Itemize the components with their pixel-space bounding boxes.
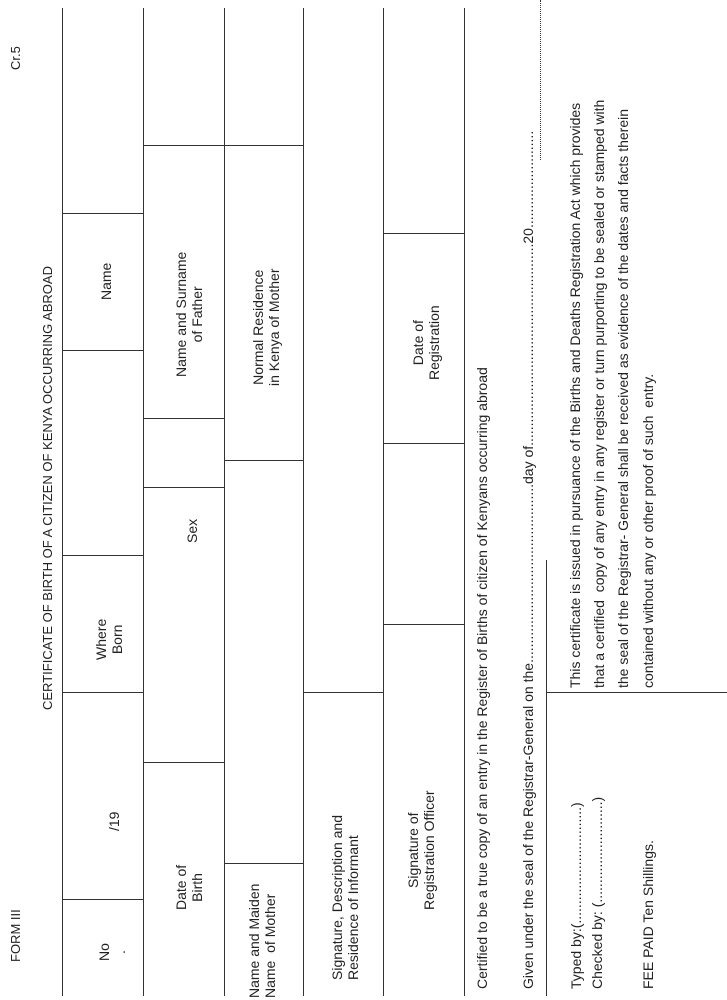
col-year-header: /19 bbox=[106, 811, 122, 831]
col-informant-header: Signature, Description and Residence of Informant bbox=[329, 815, 362, 980]
checked-by-field: Checked by: (..........................) bbox=[589, 796, 605, 989]
col-sex-header: Sex bbox=[184, 518, 200, 543]
col-where-born-header: Where Born bbox=[93, 618, 126, 660]
legal-text-line-3: the seal of the Registrar- General shall be received as evidence of the dates and facts therein bbox=[615, 108, 631, 688]
col-registration-date-header: Date of Registration bbox=[410, 305, 443, 380]
col-no-header: No . bbox=[96, 943, 129, 961]
col-mother-name-header: Name and Maiden Name of Mother bbox=[246, 883, 279, 998]
legal-text-line-2: that a certified copy of any entry in any register or turn purporting to be sealed or stamped with bbox=[591, 99, 607, 688]
col-name-header: Name bbox=[98, 262, 114, 300]
col-mother-residence-header: Normal Residence in Kenya of Mother bbox=[250, 268, 283, 386]
given-under-seal-line: Given under the seal of the Registrar-General on the..............................................day of....................................................20......................... bbox=[520, 130, 536, 989]
certificate-title: CERTIFICATE OF BIRTH OF A CITIZEN OF KENYA OCCURRING ABROAD bbox=[40, 266, 55, 710]
typed-by-field: Typed by:(..............................) bbox=[568, 802, 584, 989]
form-label: FORM III bbox=[8, 909, 23, 962]
col-date-of-birth-header: Date of Birth bbox=[173, 864, 206, 910]
col-registration-officer-header: Signature of Registration Officer bbox=[405, 790, 438, 910]
certified-line: Certified to be a true copy of an entry in the Register of Births of citizen of Kenyans occurring abroad bbox=[474, 367, 490, 989]
legal-text-line-4: contained without any or other proof of such entry. bbox=[640, 373, 656, 688]
col-father-header: Name and Surname of Father bbox=[173, 251, 206, 377]
legal-text-line-1: This certificate is issued in pursuance of the Births and Deaths Registration Act which provides bbox=[567, 102, 583, 688]
fee-paid-text: FEE PAID Ten Shillings. bbox=[640, 840, 656, 989]
reference-code: Cr.5 bbox=[8, 46, 23, 70]
